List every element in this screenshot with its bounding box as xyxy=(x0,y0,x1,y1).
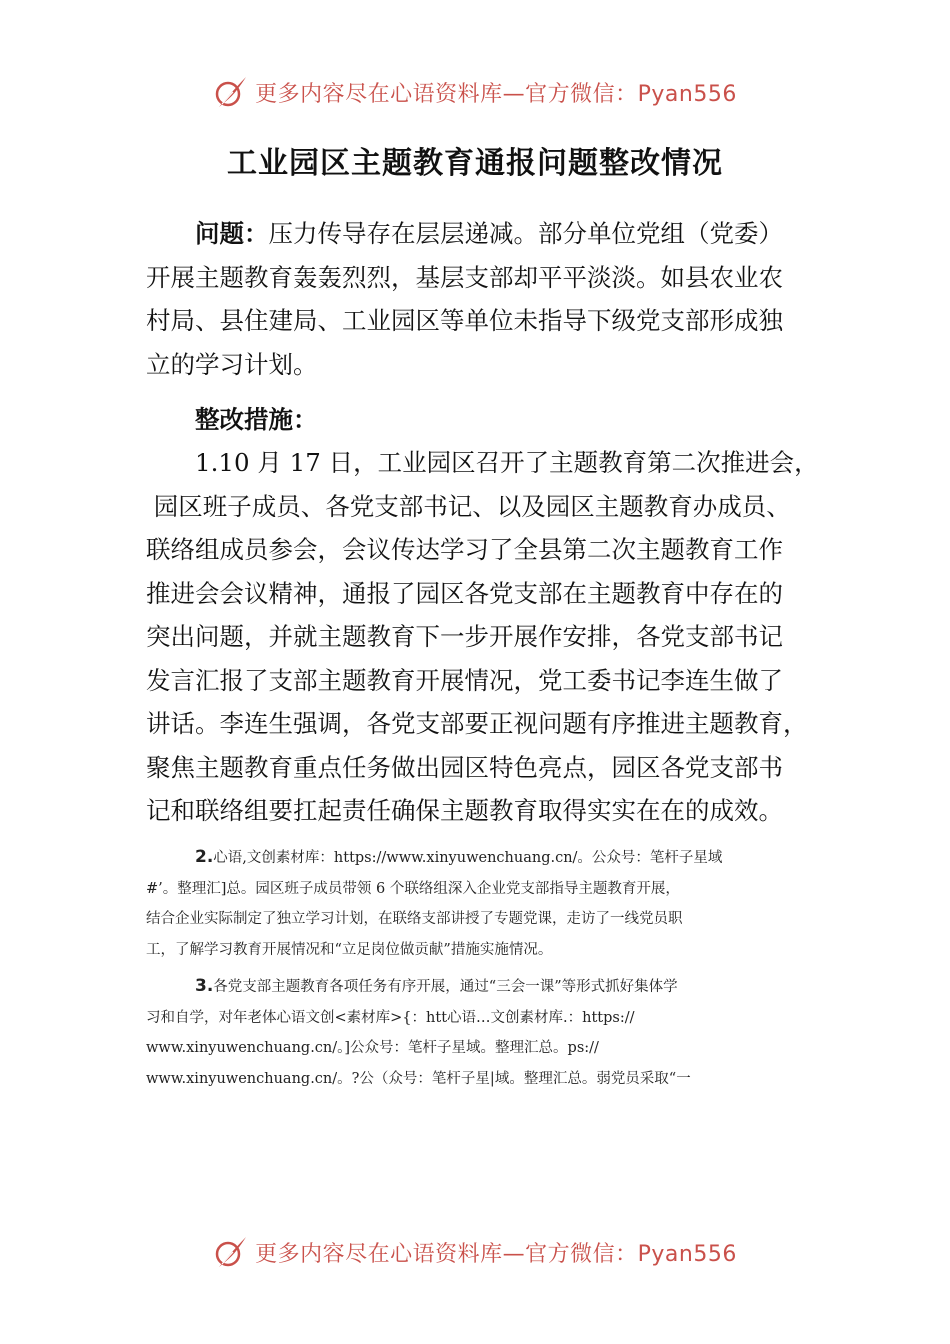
measures-heading xyxy=(146,398,816,442)
item1-line: 推进会会议精神，通报了园区各党支部在主题教育中存在的 xyxy=(146,578,783,608)
item2-line: 工，了解学习教育开展情况和“立足岗位做贡献”措施实施情况。 xyxy=(146,941,553,958)
item3-line: 习和自学，对年老体心语文创<素材库>{：htt心语…文创素材库.：https:// xyxy=(146,1009,635,1026)
item1-line: 园区班子成员、各党支部书记、以及园区主题教育办成员、 xyxy=(146,491,791,521)
measure-item-2 xyxy=(146,842,816,965)
item2-line: #’。整理汇]总。园区班子成员带领 6 个联络组深入企业党支部指导主题教育开展， xyxy=(146,880,680,897)
measures-label: 整改措施： xyxy=(195,405,318,434)
problem-line-3: 村局、县住建局、工业园区等单位未指导下级党支部形成独 xyxy=(146,306,783,335)
item2-line: 结合企业实际制定了独立学习计划，在联络支部讲授了专题党课，走访了一线党员职 xyxy=(146,911,683,927)
item1-line: 1.10 月 17 日，工业园区召开了主题教育第二次推进会， xyxy=(195,448,819,477)
problem-line-4: 立的学习计划。 xyxy=(146,349,318,379)
quill-logo-icon xyxy=(213,74,249,110)
item1-line: 记和联络组要扛起责任确保主题教育取得实实在在的成效。 xyxy=(146,796,783,825)
problem-paragraph xyxy=(146,212,816,386)
banner-text: 更多内容尽在心语资料库—官方微信：Pyan556 xyxy=(255,81,737,107)
banner-text: 更多内容尽在心语资料库—官方微信：Pyan556 xyxy=(255,1241,737,1267)
item2-line: 2.心语,文创素材库：https://www.xinyuwenchuang.cn/。公众号：笔杆子星域 xyxy=(195,847,723,867)
measure-item-3 xyxy=(146,971,816,1094)
item3-line: www.xinyuwenchuang.cn/。]公众号：笔杆子星域。整理汇总。ps:// xyxy=(146,1040,599,1056)
page-title: 工业园区主题教育通报问题整改情况 xyxy=(227,146,723,181)
item1-line: 发言汇报了支部主题教育开展情况，党工委书记李连生做了 xyxy=(146,665,783,695)
problem-label: 问题： xyxy=(195,219,269,248)
item3-line: www.xinyuwenchuang.cn/。?公（众号：笔杆子星|域。整理汇总。弱党员采取“一 xyxy=(146,1070,691,1087)
item1-line: 聚焦主题教育重点任务做出园区特色亮点，园区各党支部书 xyxy=(146,752,783,782)
measure-item-1 xyxy=(146,441,819,833)
footer-banner xyxy=(0,1232,950,1272)
quill-logo-icon xyxy=(213,1234,249,1270)
problem-line-1: 问题：压力传导存在层层递减。部分单位党组（党委） xyxy=(195,219,783,248)
item3-line: 3.各党支部主题教育各项任务有序开展，通过“三会一课”等形式抓好集体学 xyxy=(195,976,678,996)
item2-number: 2. xyxy=(195,847,214,867)
item1-line: 突出问题，并就主题教育下一步开展作安排，各党支部书记 xyxy=(146,622,783,651)
problem-line-2: 开展主题教育轰轰烈烈，基层支部却平平淡淡。如县农业农 xyxy=(146,262,783,292)
item3-number: 3. xyxy=(195,976,214,996)
header-banner xyxy=(0,72,950,112)
item1-line: 联络组成员参会，会议传达学习了全县第二次主题教育工作 xyxy=(146,535,783,564)
item1-line: 讲话。李连生强调，各党支部要正视问题有序推进主题教育， xyxy=(146,709,808,738)
